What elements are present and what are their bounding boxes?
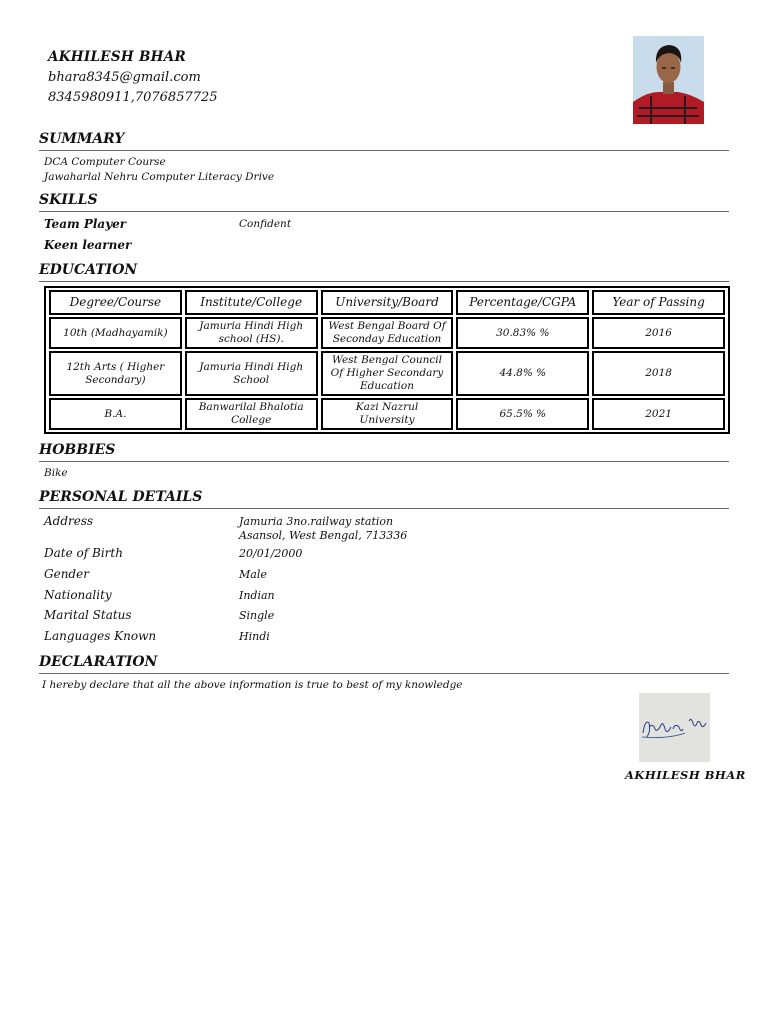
education-table: [44, 286, 730, 434]
hobbies-heading: HOBBIES: [39, 442, 116, 458]
marital-status-value: Single: [239, 609, 275, 622]
education-heading: EDUCATION: [39, 262, 138, 278]
declaration-heading: DECLARATION: [39, 654, 158, 670]
languages-value: Hindi: [239, 630, 270, 643]
table-cell: West Bengal Council Of Higher Secondary Education: [321, 351, 454, 396]
marital-status-label: Marital Status: [44, 608, 132, 622]
phone-text: 8345980911,7076857725: [48, 90, 218, 105]
summary-line: DCA Computer Course: [44, 156, 166, 168]
address-line: Asansol, West Bengal, 713336: [239, 529, 408, 542]
skills-divider: [39, 211, 729, 212]
summary-heading: SUMMARY: [39, 131, 125, 147]
table-row: [49, 398, 725, 430]
table-cell: B.A.: [49, 398, 182, 430]
gender-label: Gender: [44, 567, 89, 581]
column-header: Year of Passing: [592, 290, 725, 315]
profile-photo: [633, 36, 704, 124]
profile-photo-illustration: [633, 36, 704, 124]
column-header: Degree/Course: [49, 290, 182, 315]
table-cell: 44.8% %: [456, 351, 589, 396]
skill-item: Keen learner: [44, 238, 132, 252]
hobby-item: Bike: [44, 467, 68, 479]
table-cell: 2021: [592, 398, 725, 430]
nationality-label: Nationality: [44, 588, 112, 602]
address-label: Address: [44, 514, 94, 528]
table-cell: 30.83% %: [456, 317, 589, 349]
gender-value: Male: [239, 568, 267, 581]
hobbies-divider: [39, 461, 729, 462]
education-divider: [39, 281, 729, 282]
table-cell: 2018: [592, 351, 725, 396]
table-cell: Jamuria Hindi High school (HS).: [185, 317, 318, 349]
summary-line: Jawaharlal Nehru Computer Literacy Drive: [44, 171, 275, 183]
dob-value: 20/01/2000: [239, 547, 303, 560]
table-cell: Jamuria Hindi High School: [185, 351, 318, 396]
personal-details-heading: PERSONAL DETAILS: [39, 489, 203, 505]
table-cell: Banwarilal Bhalotia College: [185, 398, 318, 430]
table-cell: West Bengal Board Of Seconday Education: [321, 317, 454, 349]
table-cell: 2016: [592, 317, 725, 349]
nationality-value: Indian: [239, 589, 275, 602]
column-header: University/Board: [321, 290, 454, 315]
personal-details-divider: [39, 508, 729, 509]
skill-item: Confident: [239, 218, 292, 230]
table-cell: 65.5% %: [456, 398, 589, 430]
languages-label: Languages Known: [44, 629, 157, 643]
column-header: Percentage/CGPA: [456, 290, 589, 315]
skills-heading: SKILLS: [39, 192, 98, 208]
skill-item: Team Player: [44, 217, 127, 231]
applicant-name: AKHILESH BHAR: [48, 49, 187, 65]
declaration-divider: [39, 673, 729, 674]
table-header-row: [49, 290, 725, 315]
table-row: [49, 317, 725, 349]
column-header: Institute/College: [185, 290, 318, 315]
summary-divider: [39, 150, 729, 151]
table-row: [49, 351, 725, 396]
address-line: Jamuria 3no.railway station: [239, 515, 394, 528]
table-cell: 12th Arts ( Higher Secondary): [49, 351, 182, 396]
signature-image: [639, 693, 710, 762]
signature-scribble: [639, 693, 710, 762]
table-cell: 10th (Madhayamik): [49, 317, 182, 349]
dob-label: Date of Birth: [44, 546, 123, 560]
email-text: bhara8345@gmail.com: [48, 70, 201, 85]
signature-name: AKHILESH BHAR: [625, 768, 746, 782]
table-cell: Kazi Nazrul University: [321, 398, 454, 430]
declaration-text: I hereby declare that all the above information is true to best of my knowledge: [42, 679, 463, 691]
